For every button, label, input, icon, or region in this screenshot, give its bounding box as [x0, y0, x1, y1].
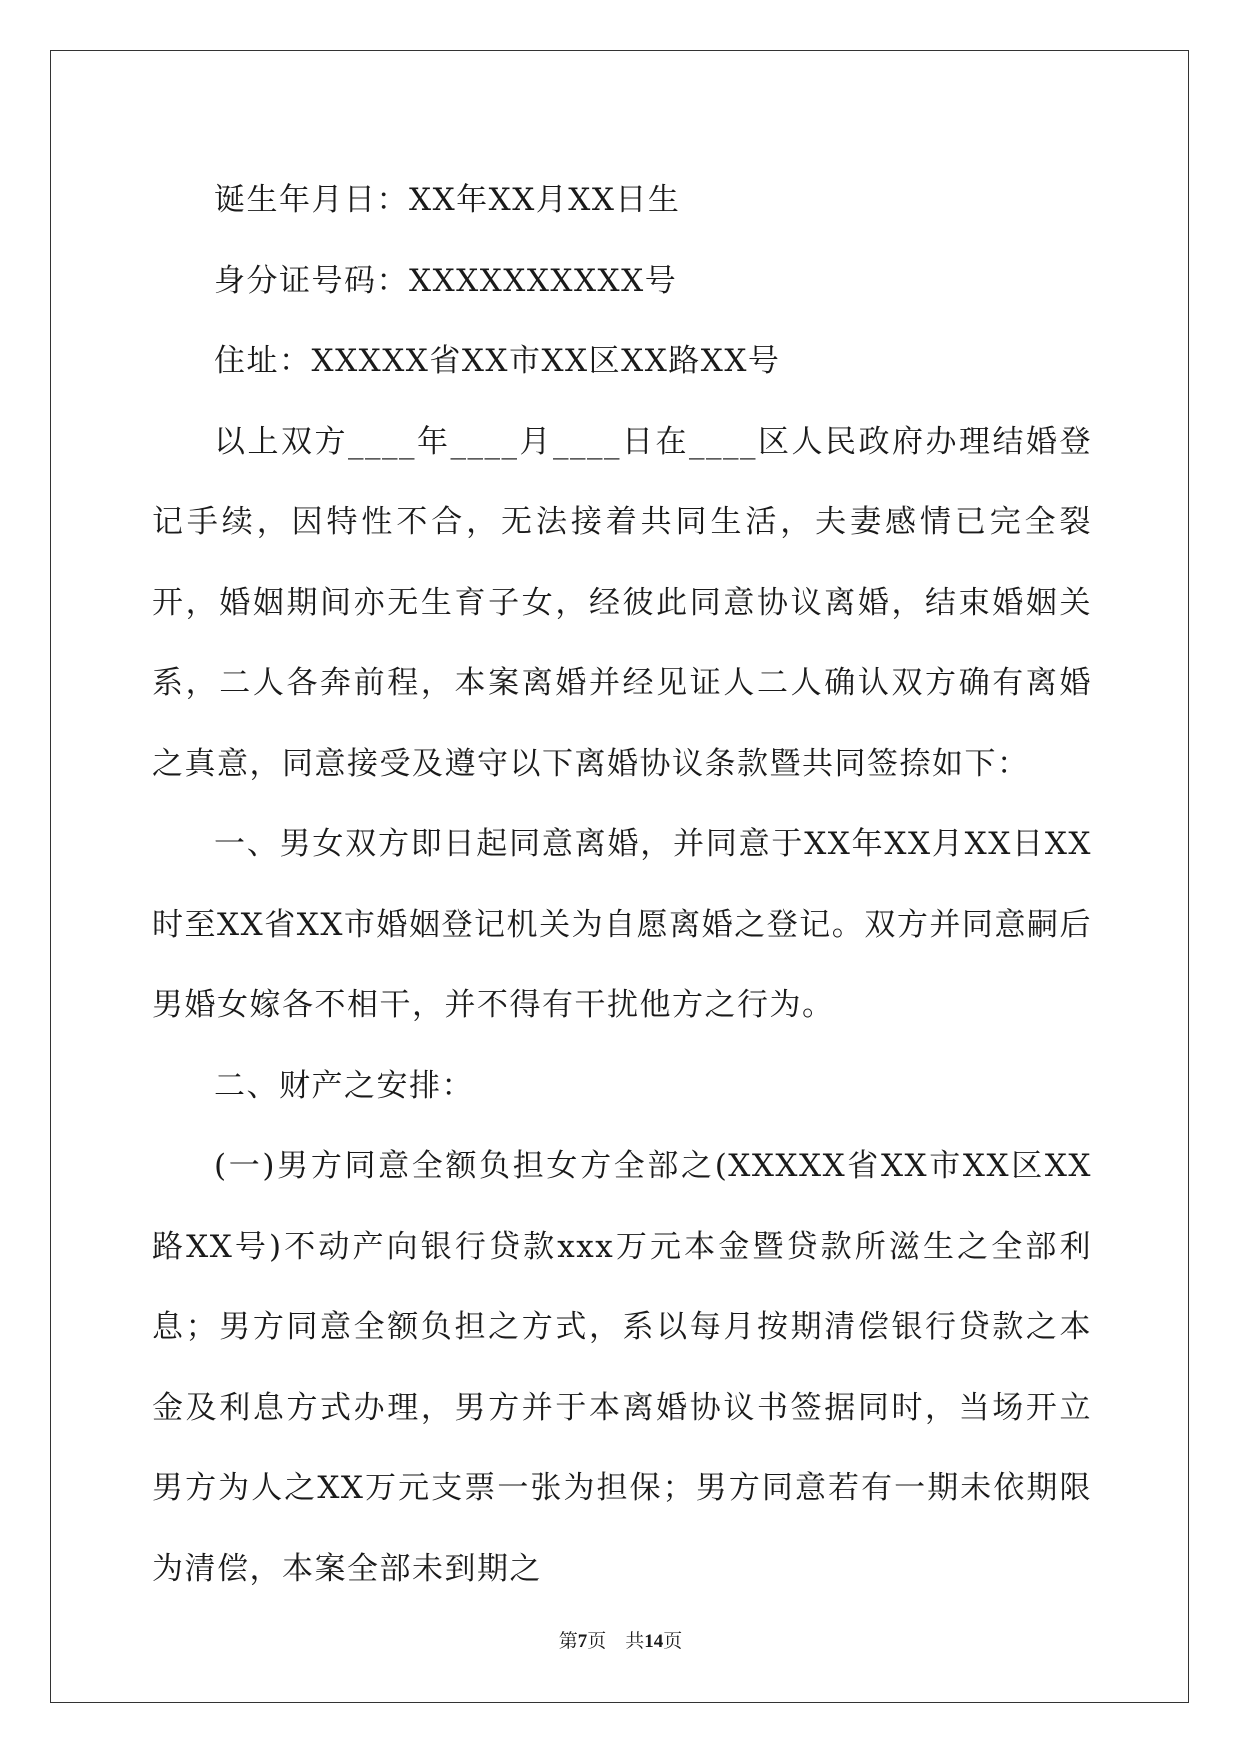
- paragraph-birth-date: 诞生年月日：XX年XX月XX日生: [214, 182, 681, 218]
- document-body: [152, 160, 1092, 1609]
- paragraph-marriage-statement: 以上双方____年____月____日在____区人民政府办理结婚登记手续，因特性不合，无法接着共同生活，夫妻感情已完全裂开，婚姻期间亦无生育子女，经彼此同意协议离婚，结束婚姻关系，二人各奔前程，本案离婚并经见证人二人确认双方确有离婚之真意，同意接受及遵守以下离婚协议条款暨共同签捺如下：: [152, 423, 1092, 782]
- paragraph-id-number: 身分证号码：XXXXXXXXXX号: [214, 262, 678, 299]
- page-number-current: 7: [577, 1631, 588, 1652]
- paragraph-clause-two-heading: 二、财产之安排：: [214, 1067, 474, 1104]
- page-number-mid: 页 共: [587, 1631, 645, 1652]
- page-number-prefix: 第: [558, 1631, 578, 1652]
- page-number-suffix: 页: [663, 1631, 683, 1652]
- paragraph-clause-two-item-one: (一)男方同意全额负担女方全部之(XXXXX省XX市XX区XX路XX号)不动产向银行贷款xxx万元本金暨贷款所滋生之全部利息；男方同意全额负担之方式，系以每月按期清偿银行贷款之本金及利息方式办理，男方并于本离婚协议书签据同时，当场开立男方为人之XX万元支票一张为担保；男方同意若有一期未依期限为清偿，本案全部未到期之: [152, 1148, 1092, 1587]
- paragraph-address: 住址：XXXXX省XX市XX区XX路XX号: [214, 343, 781, 379]
- paragraph-clause-one: 一、男女双方即日起同意离婚，并同意于XX年XX月XX日XX时至XX省XX市婚姻登记机关为自愿离婚之登记。双方并同意嗣后男婚女嫁各不相干，并不得有干扰他方之行为。: [152, 826, 1092, 1023]
- page-footer: [0, 1626, 1241, 1653]
- page-number-total: 14: [644, 1631, 664, 1652]
